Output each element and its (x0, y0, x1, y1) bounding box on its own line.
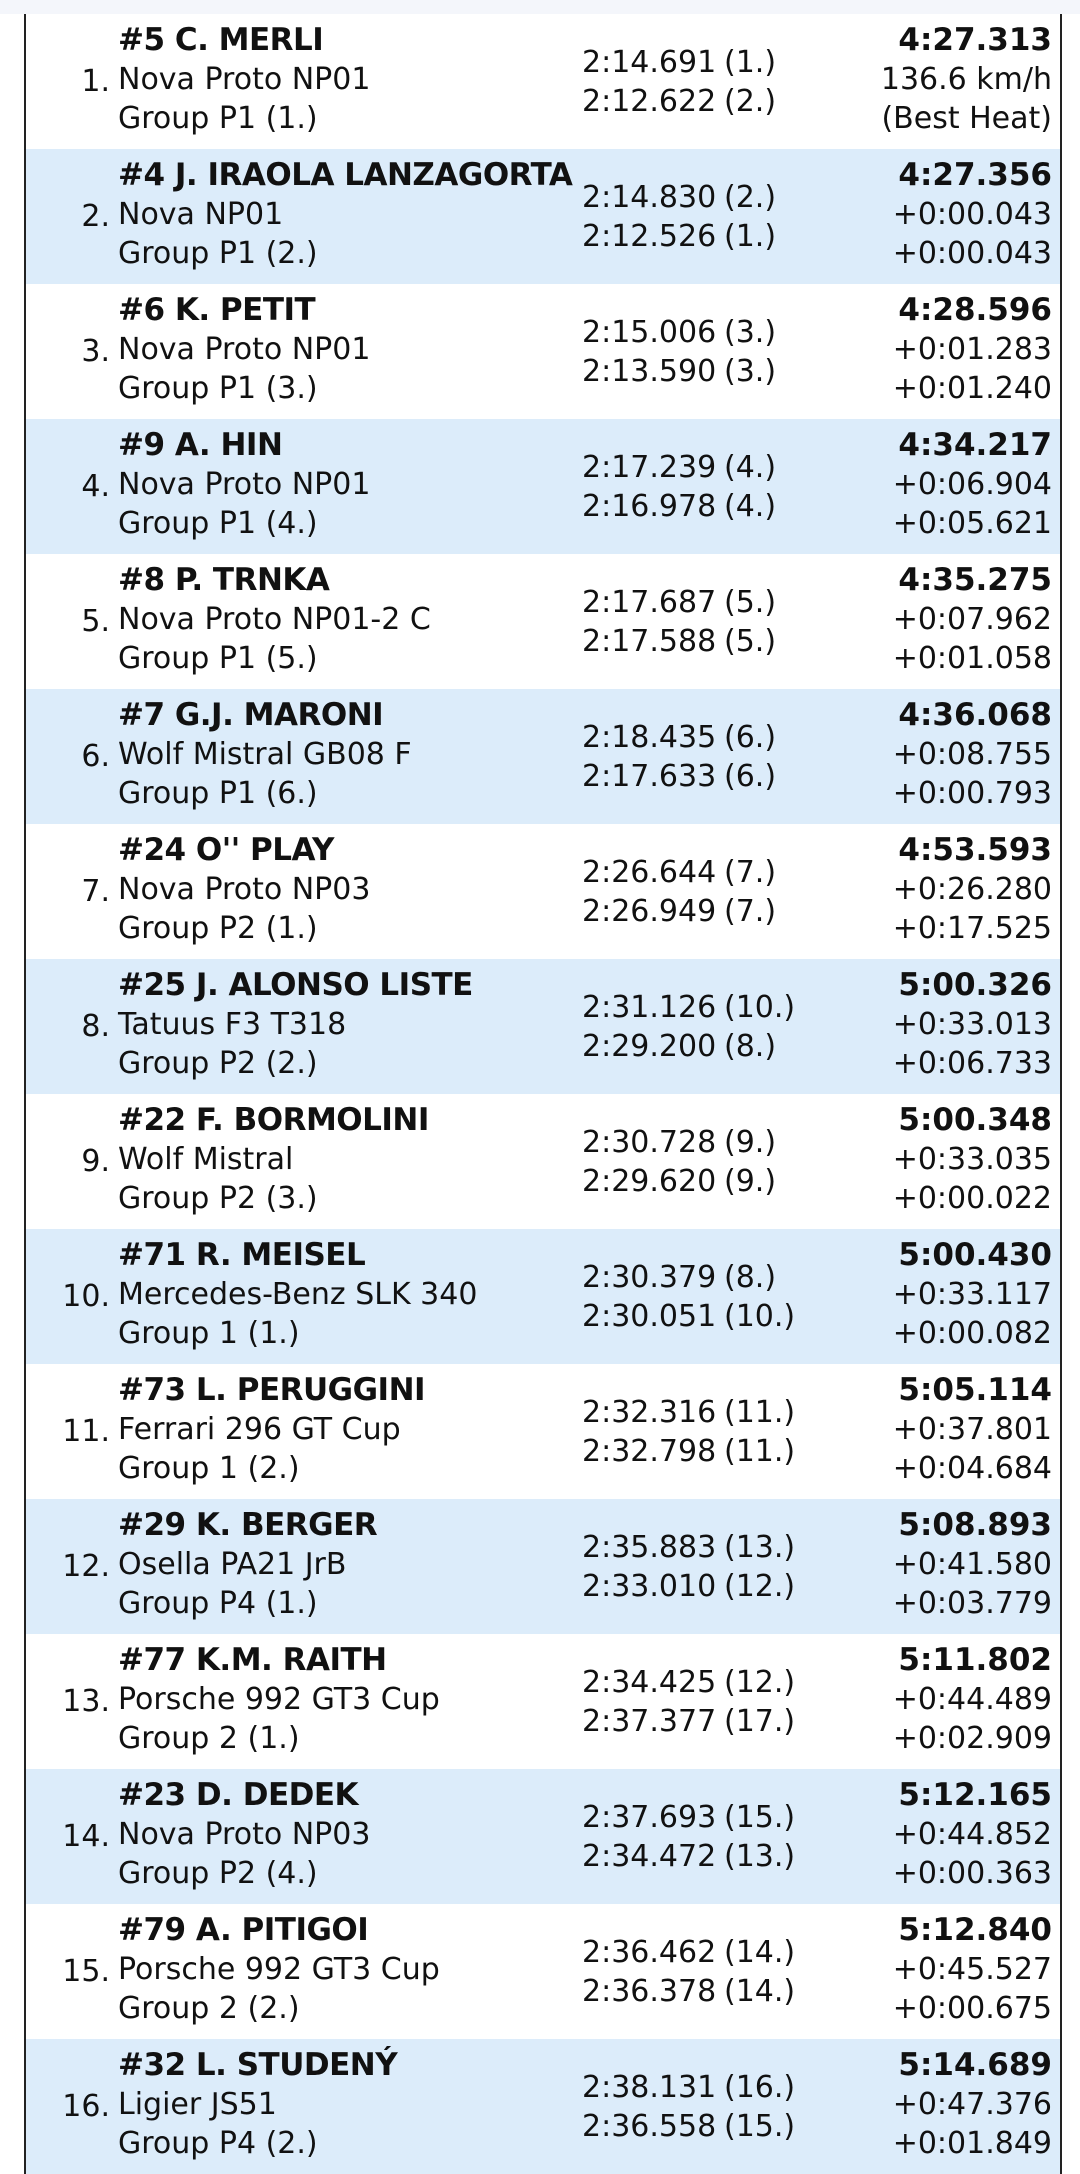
heat1-time: 2:36.462 (582, 1934, 717, 1970)
heat1-time: 2:26.644 (582, 854, 717, 890)
car-model: Wolf Mistral (118, 1142, 294, 1177)
driver-name: #79 A. PITIGOI (118, 1912, 369, 1948)
gap-first: +0:45.527 (892, 1952, 1052, 1987)
totals-cell (812, 2045, 1052, 2163)
driver-cell (118, 1370, 598, 1488)
gap-first: +0:47.376 (892, 2087, 1052, 2122)
driver-cell (118, 965, 598, 1083)
total-time: 5:12.840 (898, 1912, 1052, 1948)
driver-cell (118, 560, 598, 678)
heat1-line (582, 1663, 822, 1702)
gap-previous: +0:01.058 (892, 641, 1052, 676)
total-time: 5:00.326 (898, 967, 1052, 1003)
heat2-rank: (8.) (724, 1028, 777, 1064)
heat2-line (582, 487, 822, 526)
group-class: Group P1 (1.) (118, 101, 318, 136)
total-time: 4:36.068 (898, 697, 1052, 733)
heat1-rank: (5.) (724, 584, 777, 620)
gap-first: +0:44.852 (892, 1817, 1052, 1852)
driver-cell (118, 425, 598, 543)
heats-cell (582, 419, 822, 554)
heat2-line (582, 217, 822, 256)
totals-cell (812, 695, 1052, 813)
car-model: Nova Proto NP01-2 C (118, 602, 431, 637)
gap-first: +0:41.580 (892, 1547, 1052, 1582)
heat2-line (582, 82, 822, 121)
heat2-time: 2:34.472 (582, 1838, 717, 1874)
heat1-rank: (10.) (724, 989, 796, 1025)
heat2-line (582, 352, 822, 391)
totals-cell (812, 290, 1052, 408)
heat2-line (582, 757, 822, 796)
gap-previous: +0:01.240 (892, 371, 1052, 406)
total-time: 5:14.689 (898, 2047, 1052, 2083)
group-class: Group P2 (2.) (118, 1046, 318, 1081)
car-model: Nova Proto NP03 (118, 1817, 371, 1852)
totals-cell (812, 560, 1052, 678)
heat1-line (582, 1933, 822, 1972)
heat2-rank: (3.) (724, 353, 777, 389)
heat1-rank: (2.) (724, 179, 777, 215)
heat2-line (582, 1297, 822, 1336)
heat2-time: 2:17.588 (582, 623, 717, 659)
heat1-line (582, 448, 822, 487)
car-model: Nova Proto NP01 (118, 62, 371, 97)
car-model: Ferrari 296 GT Cup (118, 1412, 401, 1447)
gap-previous: +0:00.043 (892, 236, 1052, 271)
gap-previous: +0:00.022 (892, 1181, 1052, 1216)
position-cell: 6. (81, 739, 110, 774)
group-class: Group 2 (2.) (118, 1991, 300, 2026)
heats-cell (582, 689, 822, 824)
group-class: Group P2 (4.) (118, 1856, 318, 1891)
gap-first: +0:44.489 (892, 1682, 1052, 1717)
position-cell: 4. (81, 469, 110, 504)
heat1-rank: (4.) (724, 449, 777, 485)
gap-previous: +0:01.849 (892, 2126, 1052, 2161)
total-time: 4:28.596 (898, 292, 1052, 328)
gap-previous: +0:00.363 (892, 1856, 1052, 1891)
group-class: Group P1 (6.) (118, 776, 318, 811)
gap-previous: +0:17.525 (892, 911, 1052, 946)
heat1-line (582, 853, 822, 892)
heat2-time: 2:32.798 (582, 1433, 717, 1469)
position-cell: 7. (81, 874, 110, 909)
driver-name: #25 J. ALONSO LISTE (118, 967, 473, 1003)
heat1-time: 2:18.435 (582, 719, 717, 755)
heat1-rank: (9.) (724, 1124, 777, 1160)
driver-cell (118, 1235, 598, 1353)
totals-cell (812, 1370, 1052, 1488)
heat1-time: 2:38.131 (582, 2069, 717, 2105)
totals-cell (812, 1910, 1052, 2028)
heat2-time: 2:29.620 (582, 1163, 717, 1199)
table-row (26, 1229, 1060, 1364)
heat1-time: 2:31.126 (582, 989, 717, 1025)
car-model: Porsche 992 GT3 Cup (118, 1682, 440, 1717)
group-class: Group P2 (3.) (118, 1181, 318, 1216)
heat2-time: 2:13.590 (582, 353, 717, 389)
heat2-rank: (14.) (724, 1973, 796, 2009)
table-row (26, 284, 1060, 419)
heat1-line (582, 178, 822, 217)
driver-cell (118, 2045, 598, 2163)
heat2-time: 2:12.526 (582, 218, 717, 254)
heat2-rank: (15.) (724, 2108, 796, 2144)
table-row (26, 1499, 1060, 1634)
group-class: Group P2 (1.) (118, 911, 318, 946)
heat2-rank: (4.) (724, 488, 777, 524)
group-class: Group P4 (2.) (118, 2126, 318, 2161)
driver-name: #73 L. PERUGGINI (118, 1372, 426, 1408)
heat1-rank: (3.) (724, 314, 777, 350)
heat2-rank: (17.) (724, 1703, 796, 1739)
group-class: Group P1 (5.) (118, 641, 318, 676)
group-class: Group 1 (2.) (118, 1451, 300, 1486)
totals-cell (812, 1505, 1052, 1623)
driver-name: #5 C. MERLI (118, 22, 324, 58)
heat1-rank: (16.) (724, 2069, 796, 2105)
results-table (24, 14, 1062, 2174)
heat1-line (582, 43, 822, 82)
heat1-time: 2:14.830 (582, 179, 717, 215)
heat2-time: 2:30.051 (582, 1298, 717, 1334)
heat2-rank: (2.) (724, 83, 777, 119)
heat2-rank: (1.) (724, 218, 777, 254)
heat1-line (582, 988, 822, 1027)
table-row (26, 554, 1060, 689)
group-class: Group 1 (1.) (118, 1316, 300, 1351)
heat1-rank: (15.) (724, 1799, 796, 1835)
driver-cell (118, 695, 598, 813)
heat1-rank: (8.) (724, 1259, 777, 1295)
heat1-line (582, 1798, 822, 1837)
gap-first: +0:07.962 (892, 602, 1052, 637)
car-model: Porsche 992 GT3 Cup (118, 1952, 440, 1987)
table-row (26, 1094, 1060, 1229)
gap-first: 136.6 km/h (880, 62, 1052, 97)
driver-name: #23 D. DEDEK (118, 1777, 359, 1813)
heat2-time: 2:12.622 (582, 83, 717, 119)
driver-name: #24 O'' PLAY (118, 832, 334, 868)
heats-cell (582, 2039, 822, 2174)
position-cell: 15. (62, 1954, 110, 1989)
gap-first: +0:06.904 (892, 467, 1052, 502)
driver-cell (118, 1775, 598, 1893)
position-cell: 12. (62, 1549, 110, 1584)
heats-cell (582, 1769, 822, 1904)
heats-cell (582, 284, 822, 419)
driver-cell (118, 155, 598, 273)
heat2-time: 2:16.978 (582, 488, 717, 524)
driver-name: #4 J. IRAOLA LANZAGORTA (118, 157, 573, 193)
gap-first: +0:33.035 (892, 1142, 1052, 1177)
gap-previous: (Best Heat) (881, 101, 1052, 136)
heat1-time: 2:15.006 (582, 314, 717, 350)
heat1-line (582, 1123, 822, 1162)
heat2-time: 2:29.200 (582, 1028, 717, 1064)
heats-cell (582, 149, 822, 284)
heat2-line (582, 1567, 822, 1606)
heat1-time: 2:35.883 (582, 1529, 717, 1565)
heat2-rank: (6.) (724, 758, 777, 794)
gap-previous: +0:05.621 (892, 506, 1052, 541)
heat2-line (582, 1837, 822, 1876)
top-strip (0, 0, 1080, 14)
gap-previous: +0:00.082 (892, 1316, 1052, 1351)
heats-cell (582, 554, 822, 689)
position-cell: 10. (62, 1279, 110, 1314)
position-cell: 3. (81, 334, 110, 369)
driver-name: #77 K.M. RAITH (118, 1642, 387, 1678)
totals-cell (812, 425, 1052, 543)
heats-cell (582, 1904, 822, 2039)
position-cell: 14. (62, 1819, 110, 1854)
group-class: Group P4 (1.) (118, 1586, 318, 1621)
heat2-line (582, 892, 822, 931)
position-cell: 9. (81, 1144, 110, 1179)
car-model: Ligier JS51 (118, 2087, 277, 2122)
heats-cell (582, 1229, 822, 1364)
driver-name: #71 R. MEISEL (118, 1237, 366, 1273)
driver-name: #22 F. BORMOLINI (118, 1102, 429, 1138)
group-class: Group P1 (3.) (118, 371, 318, 406)
gap-previous: +0:00.675 (892, 1991, 1052, 2026)
heat1-time: 2:14.691 (582, 44, 717, 80)
heat2-rank: (12.) (724, 1568, 796, 1604)
driver-name: #6 K. PETIT (118, 292, 316, 328)
heat1-line (582, 313, 822, 352)
total-time: 4:35.275 (898, 562, 1052, 598)
heat1-time: 2:30.379 (582, 1259, 717, 1295)
total-time: 4:27.313 (898, 22, 1052, 58)
heat1-line (582, 718, 822, 757)
heat2-line (582, 622, 822, 661)
heat1-line (582, 1258, 822, 1297)
table-row (26, 959, 1060, 1094)
table-row (26, 1364, 1060, 1499)
heat2-line (582, 1702, 822, 1741)
totals-cell (812, 1100, 1052, 1218)
driver-name: #32 L. STUDENÝ (118, 2047, 398, 2083)
position-cell: 2. (81, 199, 110, 234)
total-time: 4:27.356 (898, 157, 1052, 193)
car-model: Nova Proto NP01 (118, 332, 371, 367)
car-model: Mercedes-Benz SLK 340 (118, 1277, 478, 1312)
car-model: Nova NP01 (118, 197, 284, 232)
table-row (26, 1904, 1060, 2039)
car-model: Osella PA21 JrB (118, 1547, 347, 1582)
gap-previous: +0:06.733 (892, 1046, 1052, 1081)
table-row (26, 149, 1060, 284)
total-time: 5:05.114 (898, 1372, 1052, 1408)
heats-cell (582, 1634, 822, 1769)
totals-cell (812, 20, 1052, 138)
total-time: 5:00.348 (898, 1102, 1052, 1138)
heat2-time: 2:33.010 (582, 1568, 717, 1604)
heat1-time: 2:34.425 (582, 1664, 717, 1700)
heat1-rank: (11.) (724, 1394, 796, 1430)
driver-cell (118, 1505, 598, 1623)
heat1-rank: (12.) (724, 1664, 796, 1700)
heat1-line (582, 583, 822, 622)
driver-name: #29 K. BERGER (118, 1507, 378, 1543)
heats-cell (582, 824, 822, 959)
table-row (26, 2039, 1060, 2174)
heat1-time: 2:30.728 (582, 1124, 717, 1160)
heats-cell (582, 14, 822, 149)
totals-cell (812, 1235, 1052, 1353)
heat2-rank: (11.) (724, 1433, 796, 1469)
heats-cell (582, 1499, 822, 1634)
heat2-time: 2:36.378 (582, 1973, 717, 2009)
total-time: 5:11.802 (898, 1642, 1052, 1678)
heat2-line (582, 1432, 822, 1471)
heat2-rank: (7.) (724, 893, 777, 929)
heats-cell (582, 1094, 822, 1229)
position-cell: 11. (62, 1414, 110, 1449)
driver-cell (118, 1100, 598, 1218)
driver-name: #9 A. HIN (118, 427, 283, 463)
heat2-line (582, 1027, 822, 1066)
heat2-rank: (10.) (724, 1298, 796, 1334)
table-row (26, 419, 1060, 554)
driver-cell (118, 1910, 598, 2028)
gap-first: +0:33.117 (892, 1277, 1052, 1312)
heat2-time: 2:26.949 (582, 893, 717, 929)
table-row (26, 1634, 1060, 1769)
total-time: 5:12.165 (898, 1777, 1052, 1813)
driver-cell (118, 20, 598, 138)
driver-name: #7 G.J. MARONI (118, 697, 384, 733)
car-model: Tatuus F3 T318 (118, 1007, 347, 1042)
heat1-line (582, 1393, 822, 1432)
totals-cell (812, 1640, 1052, 1758)
heats-cell (582, 1364, 822, 1499)
driver-cell (118, 830, 598, 948)
car-model: Nova Proto NP01 (118, 467, 371, 502)
table-row (26, 1769, 1060, 1904)
heat2-rank: (9.) (724, 1163, 777, 1199)
heat1-time: 2:37.693 (582, 1799, 717, 1835)
table-row (26, 689, 1060, 824)
heat1-rank: (7.) (724, 854, 777, 890)
heat2-line (582, 2107, 822, 2146)
heat1-rank: (6.) (724, 719, 777, 755)
heat2-rank: (5.) (724, 623, 777, 659)
heat1-line (582, 1528, 822, 1567)
heat1-time: 2:17.687 (582, 584, 717, 620)
gap-first: +0:33.013 (892, 1007, 1052, 1042)
position-cell: 5. (81, 604, 110, 639)
gap-previous: +0:02.909 (892, 1721, 1052, 1756)
totals-cell (812, 1775, 1052, 1893)
heats-cell (582, 959, 822, 1094)
position-cell: 1. (81, 64, 110, 99)
total-time: 4:34.217 (898, 427, 1052, 463)
gap-first: +0:08.755 (892, 737, 1052, 772)
position-cell: 13. (62, 1684, 110, 1719)
heat1-rank: (14.) (724, 1934, 796, 1970)
total-time: 5:00.430 (898, 1237, 1052, 1273)
heat1-time: 2:32.316 (582, 1394, 717, 1430)
gap-previous: +0:04.684 (892, 1451, 1052, 1486)
heat2-time: 2:36.558 (582, 2108, 717, 2144)
gap-first: +0:37.801 (892, 1412, 1052, 1447)
driver-name: #8 P. TRNKA (118, 562, 330, 598)
totals-cell (812, 830, 1052, 948)
gap-first: +0:01.283 (892, 332, 1052, 367)
table-row (26, 14, 1060, 149)
total-time: 4:53.593 (898, 832, 1052, 868)
heat1-rank: (1.) (724, 44, 777, 80)
heat1-rank: (13.) (724, 1529, 796, 1565)
group-class: Group 2 (1.) (118, 1721, 300, 1756)
car-model: Wolf Mistral GB08 F (118, 737, 412, 772)
heat2-time: 2:17.633 (582, 758, 717, 794)
driver-cell (118, 1640, 598, 1758)
table-row (26, 824, 1060, 959)
heat2-line (582, 1162, 822, 1201)
totals-cell (812, 965, 1052, 1083)
heat2-time: 2:37.377 (582, 1703, 717, 1739)
heat2-line (582, 1972, 822, 2011)
position-cell: 8. (81, 1009, 110, 1044)
gap-previous: +0:00.793 (892, 776, 1052, 811)
driver-cell (118, 290, 598, 408)
gap-first: +0:00.043 (892, 197, 1052, 232)
gap-first: +0:26.280 (892, 872, 1052, 907)
car-model: Nova Proto NP03 (118, 872, 371, 907)
group-class: Group P1 (2.) (118, 236, 318, 271)
gap-previous: +0:03.779 (892, 1586, 1052, 1621)
group-class: Group P1 (4.) (118, 506, 318, 541)
position-cell: 16. (62, 2089, 110, 2124)
heat1-line (582, 2068, 822, 2107)
heat1-time: 2:17.239 (582, 449, 717, 485)
totals-cell (812, 155, 1052, 273)
heat2-rank: (13.) (724, 1838, 796, 1874)
total-time: 5:08.893 (898, 1507, 1052, 1543)
